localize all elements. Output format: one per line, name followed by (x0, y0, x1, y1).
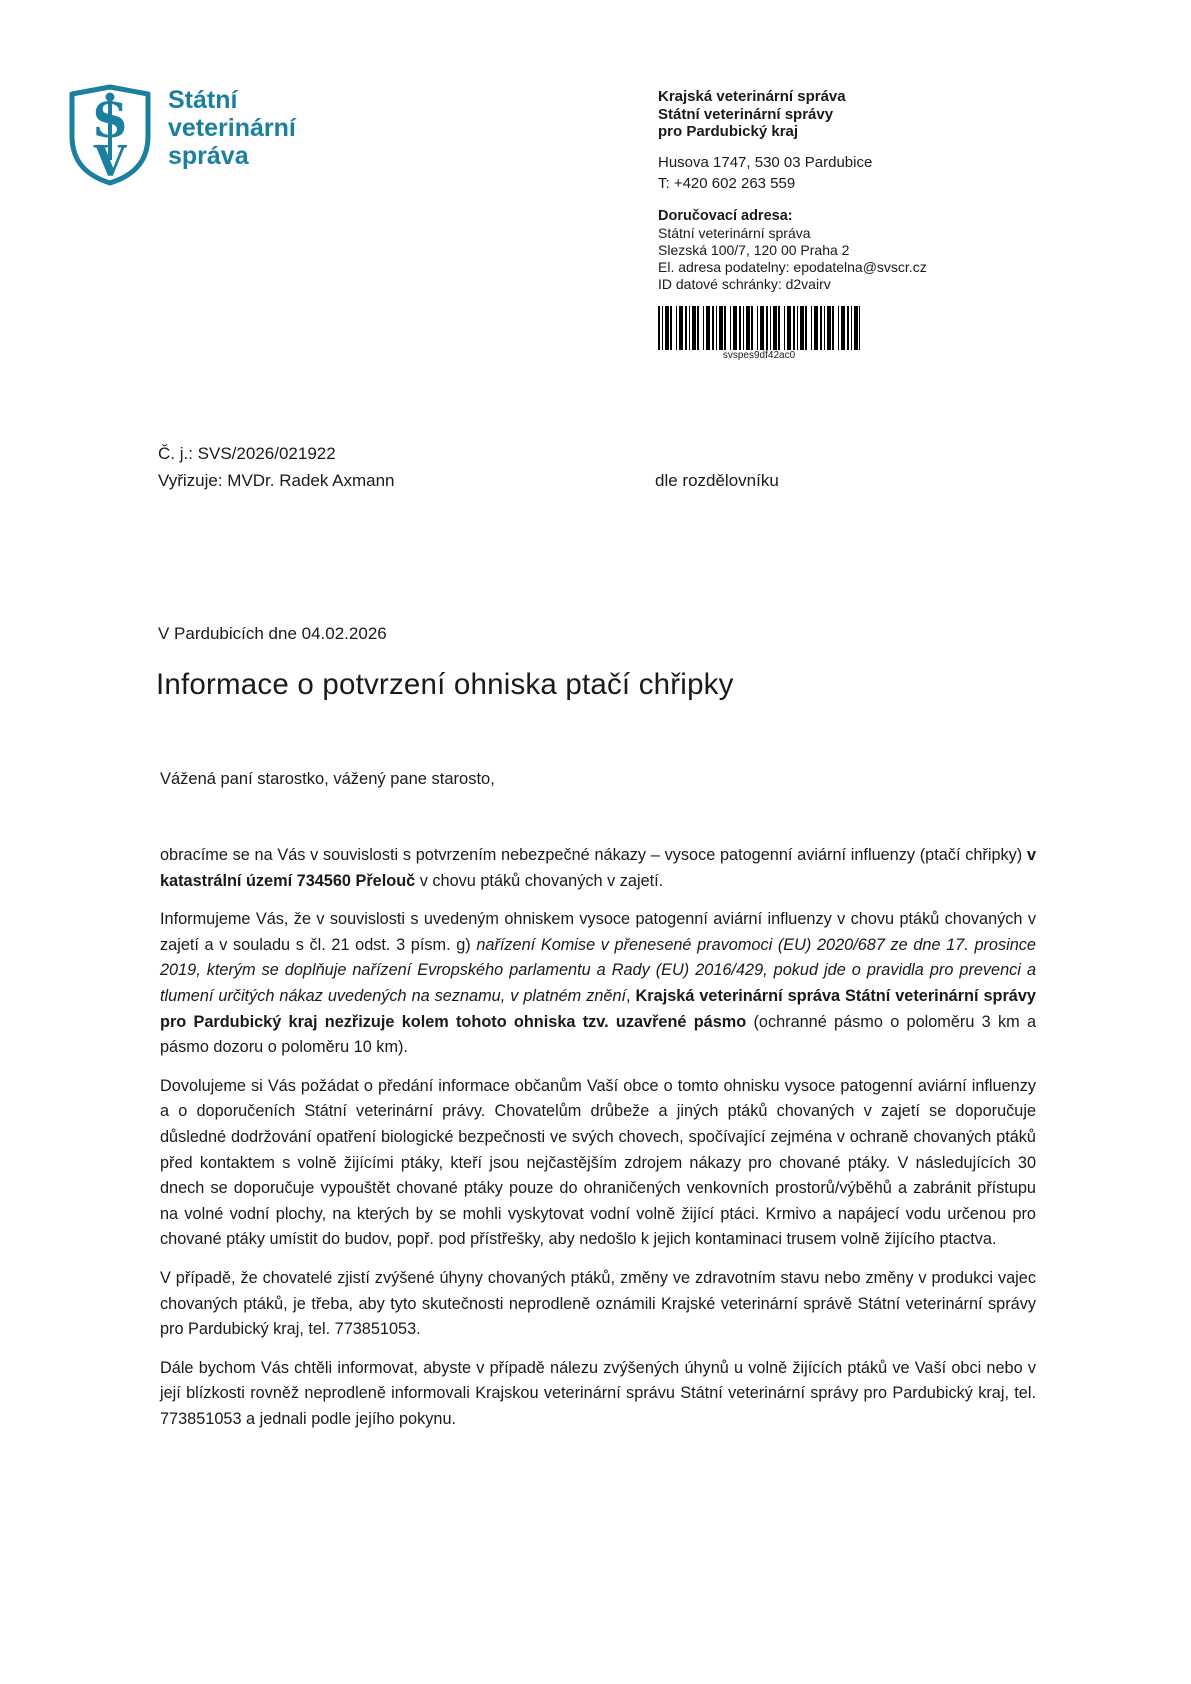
paragraph-2: Informujeme Vás, že v souvislosti s uvedeným ohniskem vysoce patogenní aviární influenzy v chovu ptáků chovaných v zajetí a v souladu s čl. 21 odst. 3 písm. g) nařízení Komise v přenesené pravomoci (EU) 2020/687 ze dne 17. prosince 2019, kterým se doplňuje nařízení Evropského parlamentu a Rady (EU) 2016/429, pokud jde o pravidla pro prevenci a tlumení určitých nákaz uvedených na seznamu, v platném znění, Krajská veterinární správa Státní veterinární správy pro Pardubický kraj nezřizuje kolem tohoto ohniska tzv. uzavřené pásmo (ochranné pásmo o poloměru 3 km a pásmo dozoru o poloměru 10 km). (160, 910, 1036, 1057)
file-number: Č. j.: SVS/2026/021922 (158, 444, 336, 463)
delivery-line-2: Slezská 100/7, 120 00 Praha 2 (658, 241, 850, 258)
office-phone: T: +420 602 263 559 (658, 174, 796, 192)
svs-logo (68, 84, 296, 191)
paragraph-4: V případě, že chovatelé zjistí zvýšené úhyny chovaných ptáků, změny ve zdravotním stavu nebo změny v produkci vajec chovaných ptáků, je třeba, aby tyto skutečnosti neprodleně oznámili Krajské veterinární správě Státní veterinární správy pro Pardubický kraj, tel. 773851053. (160, 1268, 1036, 1339)
logo-wordmark (168, 84, 296, 170)
reference-block (158, 444, 395, 491)
office-line-3: pro Pardubický kraj (658, 123, 799, 140)
delivery-line-3: El. adresa podatelny: epodatelna@svscr.cz (658, 258, 927, 275)
svg-text:V: V (93, 137, 127, 186)
salutation: Vážená paní starostko, vážený pane starosto, (160, 770, 495, 788)
delivery-address-label: Doručovací adresa: (658, 207, 793, 224)
distribution-note: dle rozdělovníku (655, 471, 779, 490)
svg-text:S: S (92, 93, 128, 149)
office-street: Husova 1747, 530 03 Pardubice (658, 153, 873, 171)
paragraph-5: Dále bychom Vás chtěli informovat, abyste v případě nálezu zvýšených úhynů u volně žijících ptáků ve Vaší obci nebo v její blízkosti rovněž neprodleně informovali Krajskou veterinární správu Státní veterinární správy pro Pardubický kraj, tel. 773851053 a jednali podle jejího pokynu. (160, 1358, 1036, 1428)
office-contact (658, 152, 998, 194)
letterhead-block (658, 88, 998, 362)
logo-word-2: veterinární (168, 114, 296, 142)
paragraph-3: Dovolujeme si Vás požádat o předání informace občanům Vaší obce o tomto ohnisku vysoce patogenní aviární influenzy a o doporučeních Státní veterinární právy. Chovatelům drůbeže a jiných ptáků chovaných v zajetí se doporučuje důsledné dodržování opatření biologické bezpečnosti ve svých chovech, spočívající zejména v ochraně chovaných ptáků před kontaktem s volně žijícími ptáky, kteří jsou nejčastějším zdrojem nákazy pro chované ptáky. V následujících 30 dnech se doporučuje vypouštět chované ptáky pouze do ohraničených venkovních prostorů/výběhů a zabránit přístupu na volné vodní plochy, na kterých by se mohli vyskytovat vodní volně žijící ptáci. Krmivo a napájecí vodu určenou pro chované ptáky umístit do budov, popř. pod přístřešky, aby nedošlo k jejich kontaminaci trusem volně žijícího ptactva. (160, 1076, 1036, 1249)
svs-shield-icon (68, 84, 152, 191)
delivery-line-4: ID datové schránky: d2vairv (658, 275, 831, 292)
dateline: V Pardubicích dne 04.02.2026 (158, 624, 387, 643)
logo-word-3: správa (168, 142, 249, 170)
office-line-2: Státní veterinární správy (658, 105, 834, 123)
letter-body (160, 843, 1036, 1445)
handled-by: Vyřizuje: MVDr. Radek Axmann (158, 471, 395, 490)
delivery-line-1: Státní veterinární správa (658, 224, 811, 241)
issuing-office (658, 88, 998, 141)
delivery-address (658, 208, 998, 293)
paragraph-1: obracíme se na Vás v souvislosti s potvrzením nebezpečné nákazy – vysoce patogenní aviární influenzy (ptačí chřipky) v katastrální území 734560 Přelouč v chovu ptáků chovaných v zajetí. (160, 846, 1036, 890)
barcode-image (658, 306, 860, 350)
barcode-label: svspes9df42ac0 (722, 349, 796, 361)
office-line-1: Krajská veterinární správa (658, 88, 846, 105)
document-title: Informace o potvrzení ohniska ptačí chřipky (156, 668, 734, 701)
logo-word-1: Státní (168, 86, 238, 114)
